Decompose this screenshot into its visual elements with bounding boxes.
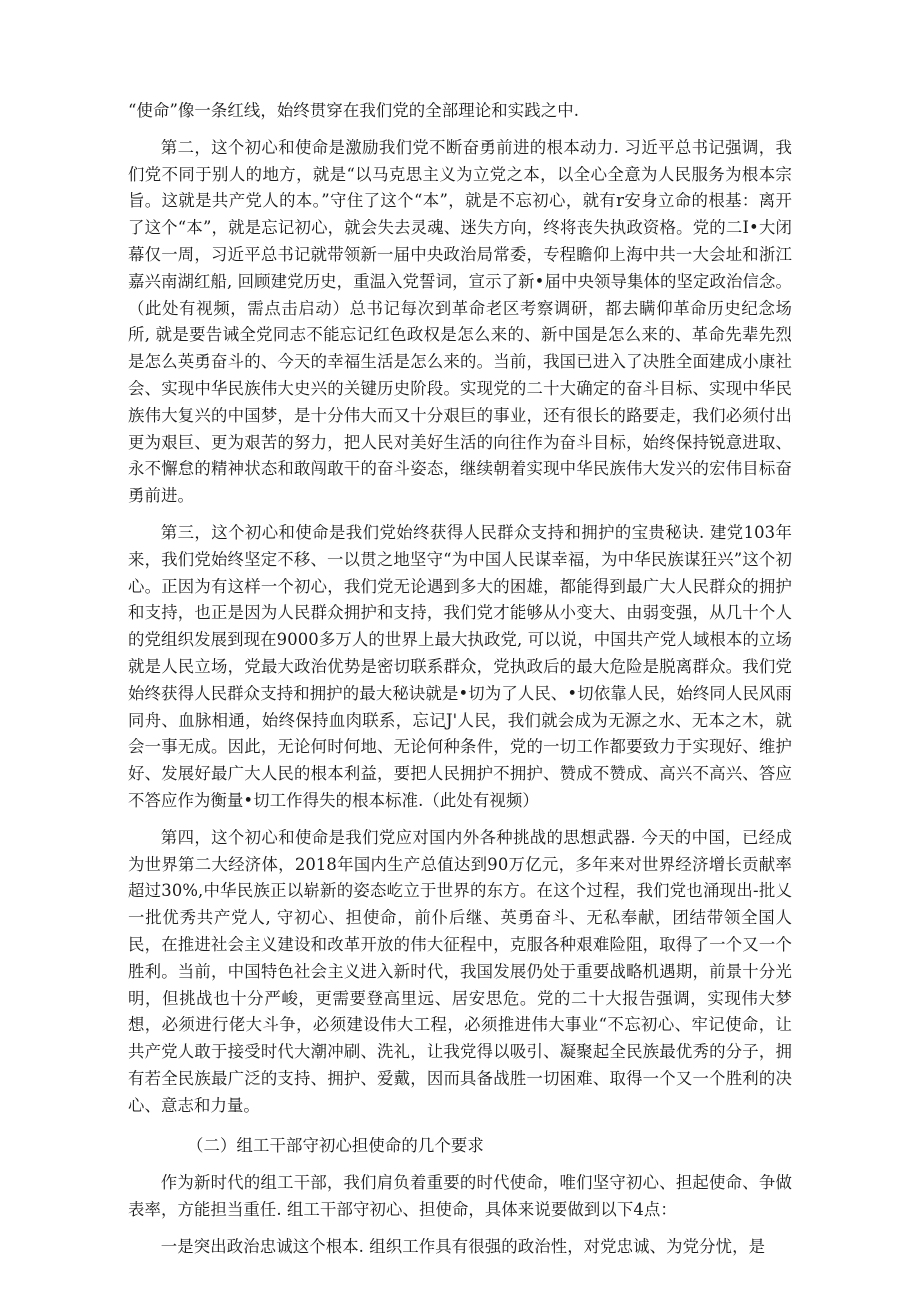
paragraph-intro-requirements: 作为新时代的组工干部，我们肩负着重要的时代使命，唯们坚守初心、担起使命、争做表率，方能担当重任. 组工干部守初心、担使命，具体来说要做到以下4点： bbox=[128, 1173, 792, 1220]
section-subheading: （二）组工干部守初心担使命的几个要求 bbox=[187, 1136, 484, 1156]
paragraph-continuation: “使命”像一条红线，始终贯穿在我们党的全部理论和实践之中. bbox=[128, 101, 580, 120]
paragraph-third-point: 第三，这个初心和使命是我们党始终获得人民群众支持和拥护的宝贵秘诀. 建党103年来，我们党始终坚定不移、一以贯之地坚守“为中国人民谋幸福，为中华民族谋狂兴”这个初心。正因为有这样一个初心，我们党无论遇到多大的困雄，都能得到最广大人民群众的拥护和支持，也正是因为人民群众拥护和支持，我们党才能够从小变大、由弱变强，从几十个人的党组织发展到现在9000多万人的世界上最大执政党, 可以说，中国共产党人域根本的立场就是人民立场，党最大政治优势是密切联系群众，党执政后的最大危险是脱离群众。我们党始终获得人民群众支持和拥护的最大秘诀就是•切为了人民、•切依靠人民，始终同人民风雨同舟、血脉相通，始终保持血肉联系，忘记J'人民，我们就会成为无源之水、无本之木，就会一事无成。因此，无论何时何地、无论何种条件，党的一切工作都要致力于实现好、维护好、发展好最广大人民的根本利益，要把人民拥护不拥护、赞成不赞成、高兴不高兴、答应不答应作为衡量•切工作得失的根本标准.（此处有视频） bbox=[128, 522, 792, 810]
document-body bbox=[128, 98, 792, 1261]
paragraph-requirement-one: 一是突出政治忠诚这个根本. 组织工作具有很强的政治性，对党忠诚、为党分忧，是 bbox=[160, 1236, 766, 1256]
paragraph-fourth-point: 第四，这个初心和使命是我们党应对国内外各种挑战的思想武器. 今天的中国，已经成为世界第二大经济体，2018年国内生产总值达到90万亿元，多年来对世界经济增长贡献率超过30%,中华民族正以崭新的姿态屹立于世界的东方。在这个过程，我们党也涌现出-批乂一批优秀共产党人, 守初心、担使命，前仆后继、英勇奋斗、无私奉献，团结带领全国人民，在推进社会主义建设和改革开放的伟大征程中，克服各种艰难险阻，取得了一个又一个胜利。当前，中国特色社会主义进入新时代，我国发展仍处于重要战略机遇期，前景十分光明，但挑战也十分严峻，更需要登高里远、居安思危。党的二十大报告强调，实现伟大梦想，必须进行佬大斗争，必须建设伟大工程，必须推进伟大事业“不忘初心、牢记使命，让共产党人敢于接受时代大潮冲刷、洗礼，让我党得以吸引、凝聚起全民族最优秀的分子，拥有若全民族最广泛的支持、拥护、爱戴，因而具备战胜一切困难、取得一个又一个胜利的决心、意志和力量。 bbox=[128, 827, 792, 1115]
paragraph-second-point: 第二，这个初心和使命是激励我们党不断奋勇前进的根本动力. 习近平总书记强调，我们党不同于别人的地方，就是“以马克思主义为立党之本，以全心全意为人民服务为根本宗旨。这就是共产党人的本。”守住了这个“本”，就是不忘初心，就有r安身立命的根基：离开了这个“本”，就是忘记初心，就会失去灵魂、迷失方向，终将丧失执政资格。党的二I•大闭幕仅一周，习近平总书记就带领新一届中央政治局常委，专程瞻仰上海中共一大会址和浙江嘉兴南湖红船, 回顾建党历史，重温入党誓词，宣示了新•届中央领导集体的坚定政治信念。（此处有视频，需点击启动）总书记每次到革命老区考察调研，都去瞒仰革命历史纪念场所, 就是要告诫全党同志不能忘记红色政权是怎么来的、新中国是怎么来的、革命先辈先烈是怎么英勇奋斗的、今天的幸福生活是怎么来的。当前，我国已进入了决胜全面建成小康社会、实现中华民族伟大史兴的关键历史阶段。实现党的二十大确定的奋斗目标、实现中华民族伟大复兴的中国梦，是十分伟大而又十分艰巨的事业，还有很长的路要走，我们必须付出更为艰巨、更为艰苦的努力，把人民对美好生活的向往作为奋斗目标，始终保持锐意进取、永不懈怠的精神状态和敢闯敢干的奋斗姿态，继续朝着实现中华民族伟大发兴的宏伟目标奋勇前进。 bbox=[128, 137, 792, 506]
